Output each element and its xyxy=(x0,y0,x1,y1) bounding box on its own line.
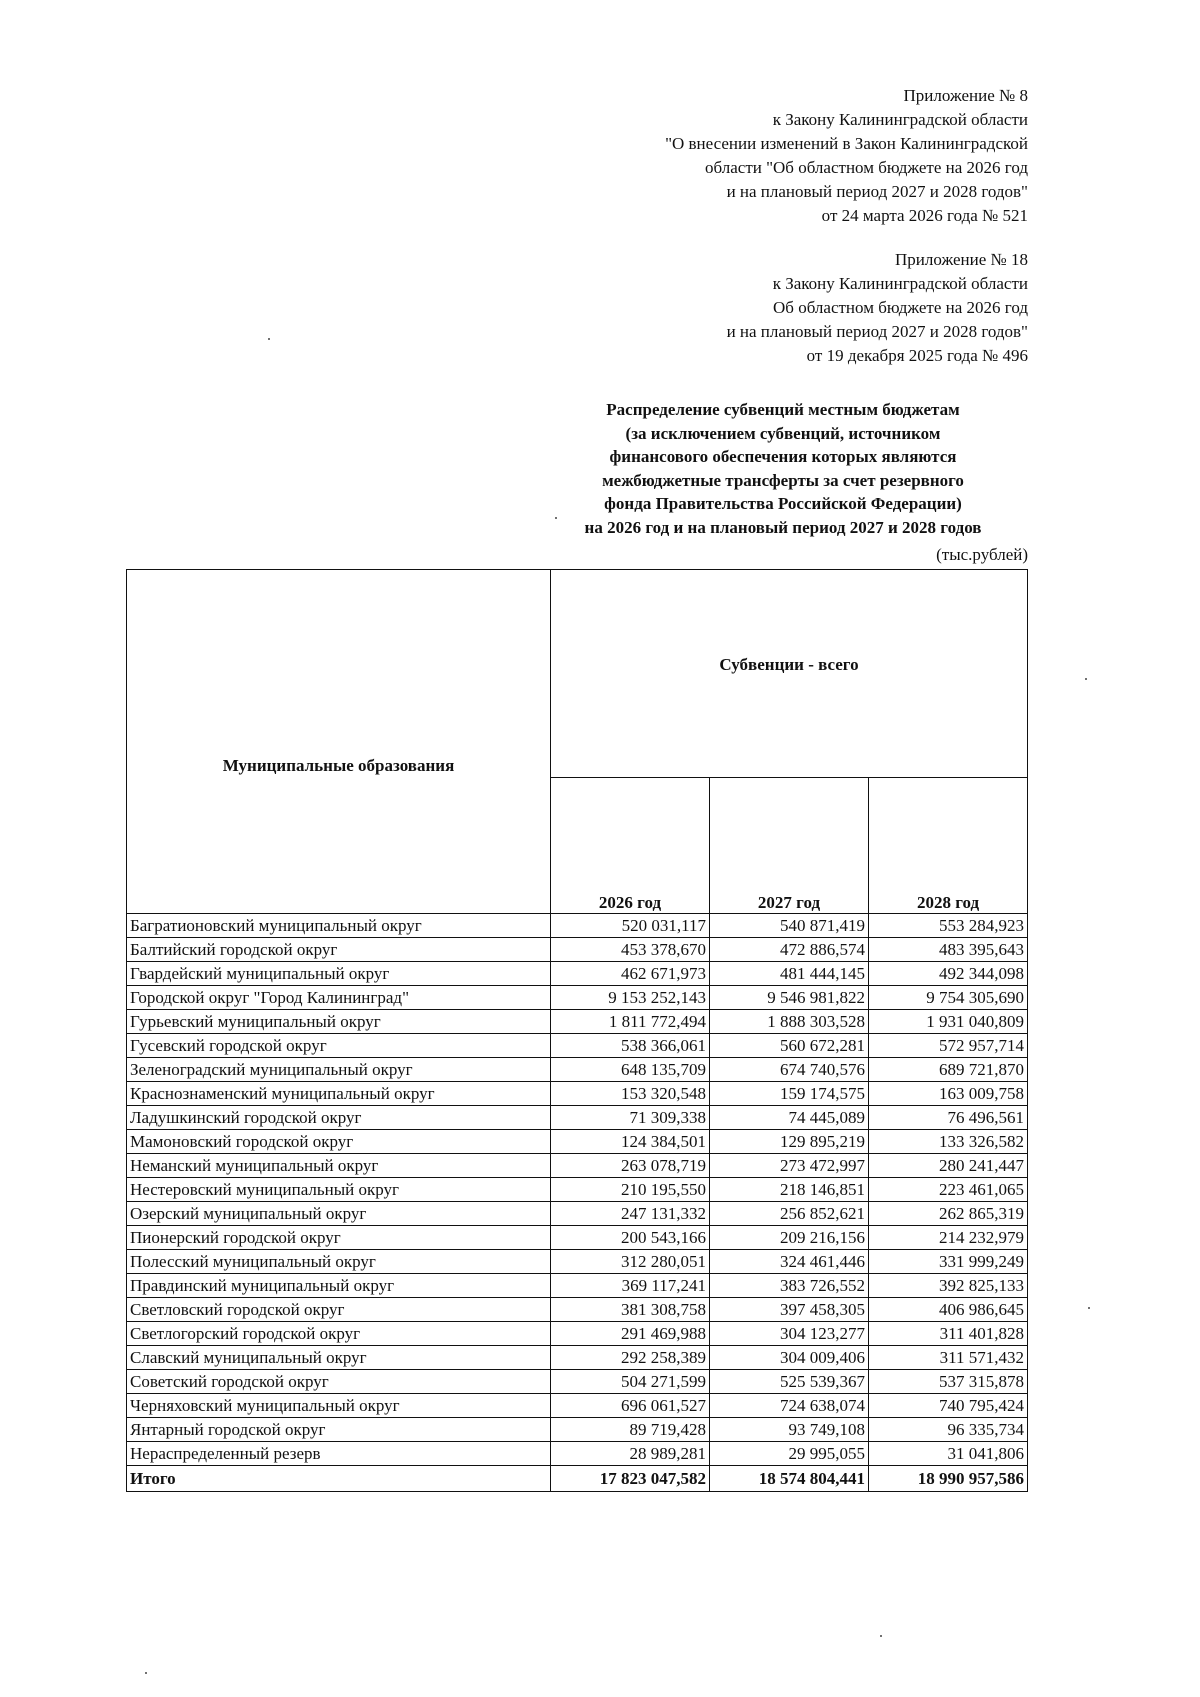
municipality-name: Нестеровский муниципальный округ xyxy=(127,1178,551,1202)
value-2028: 96 335,734 xyxy=(869,1418,1028,1442)
municipality-name: Черняховский муниципальный округ xyxy=(127,1394,551,1418)
table-row xyxy=(127,1034,1028,1058)
value-2028: 492 344,098 xyxy=(869,962,1028,986)
original-annex-line: от 19 декабря 2025 года № 496 xyxy=(806,346,1028,365)
value-2026: 247 131,332 xyxy=(551,1202,710,1226)
value-2028: 262 865,319 xyxy=(869,1202,1028,1226)
subsidies-table xyxy=(126,569,1028,1492)
value-2027: 525 539,367 xyxy=(710,1370,869,1394)
document-title-line: Распределение субвенций местным бюджетам xyxy=(606,400,960,419)
municipality-name: Светлогорский городской округ xyxy=(127,1322,551,1346)
table-row xyxy=(127,1154,1028,1178)
value-2028: 133 326,582 xyxy=(869,1130,1028,1154)
value-2028: 31 041,806 xyxy=(869,1442,1028,1466)
document-title-line: межбюджетные трансферты за счет резервного xyxy=(602,470,964,490)
value-2027: 540 871,419 xyxy=(710,914,869,938)
amendment-annex-line: и на плановый период 2027 и 2028 годов" xyxy=(726,182,1028,201)
table-row xyxy=(127,914,1028,938)
value-2028: 406 986,645 xyxy=(869,1298,1028,1322)
table-row xyxy=(127,1370,1028,1394)
original-annex-line: и на плановый период 2027 и 2028 годов" xyxy=(726,322,1028,341)
municipality-name: Славский муниципальный округ xyxy=(127,1346,551,1370)
document-title-line: фонда Правительства Российской Федерации) xyxy=(604,494,962,513)
value-2027: 324 461,446 xyxy=(710,1250,869,1274)
value-2027: 383 726,552 xyxy=(710,1274,869,1298)
value-2028: 689 721,870 xyxy=(869,1058,1028,1082)
municipality-name: Мамоновский городской округ xyxy=(127,1130,551,1154)
total-2028: 18 990 957,586 xyxy=(869,1466,1028,1492)
value-2026: 210 195,550 xyxy=(551,1178,710,1202)
municipality-name: Балтийский городской округ xyxy=(127,938,551,962)
original-annex-line: к Закону Калининградской области xyxy=(772,274,1028,293)
table-row xyxy=(127,1274,1028,1298)
value-2026: 520 031,117 xyxy=(551,914,710,938)
value-2028: 9 754 305,690 xyxy=(869,986,1028,1010)
value-2027: 481 444,145 xyxy=(710,962,869,986)
municipality-name: Ладушкинский городской округ xyxy=(127,1106,551,1130)
value-2026: 292 258,389 xyxy=(551,1346,710,1370)
original-annex-line: Приложение № 18 xyxy=(895,250,1028,269)
table-row xyxy=(127,1346,1028,1370)
table-body xyxy=(127,914,1028,1466)
municipality-name: Гвардейский муниципальный округ xyxy=(127,962,551,986)
municipality-name: Городской округ "Город Калининград" xyxy=(127,986,551,1010)
value-2027: 9 546 981,822 xyxy=(710,986,869,1010)
header-municipalities: Муниципальные образования xyxy=(127,570,551,914)
header-year-2026: 2026 год xyxy=(551,778,710,914)
municipality-name: Гурьевский муниципальный округ xyxy=(127,1010,551,1034)
table-row xyxy=(127,1106,1028,1130)
value-2028: 331 999,249 xyxy=(869,1250,1028,1274)
units-label: (тыс.рублей) xyxy=(936,545,1028,564)
amendment-annex-line: от 24 марта 2026 года № 521 xyxy=(821,206,1028,225)
header-year-2028: 2028 год xyxy=(869,778,1028,914)
scan-speck xyxy=(145,1672,147,1674)
value-2028: 163 009,758 xyxy=(869,1082,1028,1106)
table-row xyxy=(127,1298,1028,1322)
header-subsidies-total: Субвенции - всего xyxy=(551,570,1028,778)
value-2027: 674 740,576 xyxy=(710,1058,869,1082)
municipality-name: Гусевский городской округ xyxy=(127,1034,551,1058)
original-annex-line: Об областном бюджете на 2026 год xyxy=(773,298,1028,317)
value-2026: 538 366,061 xyxy=(551,1034,710,1058)
value-2028: 553 284,923 xyxy=(869,914,1028,938)
value-2027: 273 472,997 xyxy=(710,1154,869,1178)
municipality-name: Зеленоградский муниципальный округ xyxy=(127,1058,551,1082)
value-2028: 280 241,447 xyxy=(869,1154,1028,1178)
document-title-line: финансового обеспечения которых являются xyxy=(609,447,957,466)
table-header-row xyxy=(127,570,1028,778)
table-row xyxy=(127,1082,1028,1106)
value-2026: 291 469,988 xyxy=(551,1322,710,1346)
value-2027: 560 672,281 xyxy=(710,1034,869,1058)
original-annex-header xyxy=(727,248,1028,368)
value-2026: 1 811 772,494 xyxy=(551,1010,710,1034)
value-2026: 200 543,166 xyxy=(551,1226,710,1250)
table-row xyxy=(127,1202,1028,1226)
value-2026: 504 271,599 xyxy=(551,1370,710,1394)
value-2027: 1 888 303,528 xyxy=(710,1010,869,1034)
scan-speck xyxy=(880,1635,882,1637)
municipality-name: Советский городской округ xyxy=(127,1370,551,1394)
table-row xyxy=(127,962,1028,986)
amendment-annex-line: Приложение № 8 xyxy=(903,86,1028,105)
value-2026: 89 719,428 xyxy=(551,1418,710,1442)
scan-speck xyxy=(1088,1307,1090,1309)
amendment-annex-line: области "Об областном бюджете на 2026 год xyxy=(705,158,1028,177)
value-2027: 209 216,156 xyxy=(710,1226,869,1250)
scan-speck xyxy=(1085,678,1087,680)
municipality-name: Нераспределенный резерв xyxy=(127,1442,551,1466)
document-title xyxy=(548,398,1018,539)
value-2027: 472 886,574 xyxy=(710,938,869,962)
municipality-name: Озерский муниципальный округ xyxy=(127,1202,551,1226)
amendment-annex-header xyxy=(665,84,1028,228)
value-2027: 159 174,575 xyxy=(710,1082,869,1106)
municipality-name: Пионерский городской округ xyxy=(127,1226,551,1250)
table-row xyxy=(127,1178,1028,1202)
value-2026: 696 061,527 xyxy=(551,1394,710,1418)
value-2026: 312 280,051 xyxy=(551,1250,710,1274)
header-year-2027: 2027 год xyxy=(710,778,869,914)
table-row xyxy=(127,1394,1028,1418)
table-row xyxy=(127,938,1028,962)
value-2028: 483 395,643 xyxy=(869,938,1028,962)
value-2028: 311 571,432 xyxy=(869,1346,1028,1370)
value-2026: 71 309,338 xyxy=(551,1106,710,1130)
value-2027: 724 638,074 xyxy=(710,1394,869,1418)
table-row xyxy=(127,1010,1028,1034)
value-2028: 223 461,065 xyxy=(869,1178,1028,1202)
municipality-name: Неманский муниципальный округ xyxy=(127,1154,551,1178)
table-row xyxy=(127,986,1028,1010)
value-2028: 392 825,133 xyxy=(869,1274,1028,1298)
value-2027: 397 458,305 xyxy=(710,1298,869,1322)
table-row xyxy=(127,1322,1028,1346)
municipality-name: Краснознаменский муниципальный округ xyxy=(127,1082,551,1106)
document-title-line: (за исключением субвенций, источником xyxy=(625,423,941,443)
value-2027: 29 995,055 xyxy=(710,1442,869,1466)
table-row xyxy=(127,1250,1028,1274)
value-2027: 304 009,406 xyxy=(710,1346,869,1370)
table-row xyxy=(127,1226,1028,1250)
value-2027: 129 895,219 xyxy=(710,1130,869,1154)
total-label: Итого xyxy=(127,1466,551,1492)
scan-speck xyxy=(555,517,557,519)
value-2027: 93 749,108 xyxy=(710,1418,869,1442)
value-2027: 256 852,621 xyxy=(710,1202,869,1226)
document-title-line: на 2026 год и на плановый период 2027 и 2028 годов xyxy=(584,517,982,537)
value-2026: 462 671,973 xyxy=(551,962,710,986)
value-2027: 304 123,277 xyxy=(710,1322,869,1346)
value-2028: 572 957,714 xyxy=(869,1034,1028,1058)
table-row xyxy=(127,1418,1028,1442)
total-2026: 17 823 047,582 xyxy=(551,1466,710,1492)
value-2026: 369 117,241 xyxy=(551,1274,710,1298)
value-2028: 740 795,424 xyxy=(869,1394,1028,1418)
municipality-name: Багратионовский муниципальный округ xyxy=(127,914,551,938)
value-2026: 263 078,719 xyxy=(551,1154,710,1178)
value-2026: 153 320,548 xyxy=(551,1082,710,1106)
table-row xyxy=(127,1442,1028,1466)
value-2028: 311 401,828 xyxy=(869,1322,1028,1346)
municipality-name: Полесский муниципальный округ xyxy=(127,1250,551,1274)
value-2027: 74 445,089 xyxy=(710,1106,869,1130)
amendment-annex-line: к Закону Калининградской области xyxy=(772,110,1028,129)
value-2028: 214 232,979 xyxy=(869,1226,1028,1250)
table-row xyxy=(127,1058,1028,1082)
total-2027: 18 574 804,441 xyxy=(710,1466,869,1492)
value-2028: 1 931 040,809 xyxy=(869,1010,1028,1034)
value-2026: 9 153 252,143 xyxy=(551,986,710,1010)
municipality-name: Правдинский муниципальный округ xyxy=(127,1274,551,1298)
value-2028: 76 496,561 xyxy=(869,1106,1028,1130)
municipality-name: Янтарный городской округ xyxy=(127,1418,551,1442)
scan-speck xyxy=(268,338,270,340)
value-2027: 218 146,851 xyxy=(710,1178,869,1202)
value-2026: 648 135,709 xyxy=(551,1058,710,1082)
value-2026: 453 378,670 xyxy=(551,938,710,962)
amendment-annex-line: "О внесении изменений в Закон Калининградской xyxy=(665,134,1028,153)
total-row xyxy=(127,1466,1028,1492)
municipality-name: Светловский городской округ xyxy=(127,1298,551,1322)
value-2028: 537 315,878 xyxy=(869,1370,1028,1394)
value-2026: 381 308,758 xyxy=(551,1298,710,1322)
table-row xyxy=(127,1130,1028,1154)
value-2026: 124 384,501 xyxy=(551,1130,710,1154)
value-2026: 28 989,281 xyxy=(551,1442,710,1466)
